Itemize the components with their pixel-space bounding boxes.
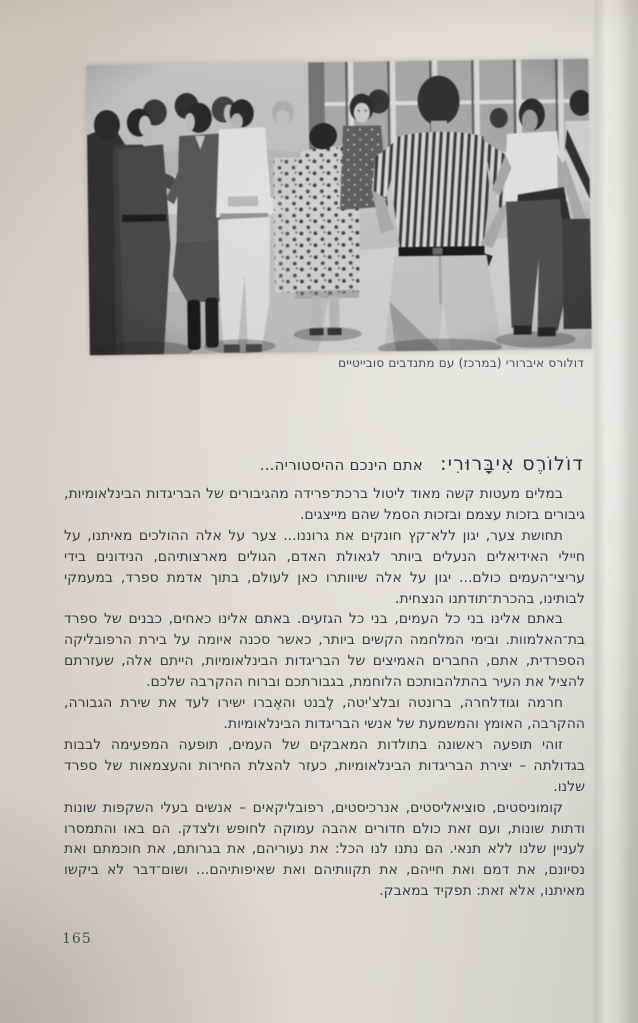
body-text [64,484,585,902]
paragraph-2: תחושת צער, יגון ללא־קץ חונקים את גרוננו... צער על אלה ההולכים מאיתנו, על חיילי האידיאלים הנעלים ביותר לגאולת האדם, הגולים מארצותיהם, הנידונים בידי עריצי־העמים כולם... יגון על אלה שיוותרו כאן לעולם, בתוך אדמת ספרד, במעמקי לבותינו, בהכרת־תודתנו הנצחית. [64,527,585,607]
paragraph-6: קומוניסטים, סוציאליסטים, אנרכיסטים, רפובליקאים – אנשים בעלי השקפות שונות ודתות שונות, ועם זאת כולם חדורים אהבה עמוקה לחופש ולצדק. הם באו והתמסרו לעניין שלנו ללא תנאי. הם נתנו לנו הכל: את נעוריהם, את בגרותם, את חוכמתם ואת נסיונם, את דמם ואת חייהם, את תקוותיהם ואת שאיפותיהם... ושום־דבר לא ביקשו מאיתנו, אלא זאת: תפקיד במאבק. [64,799,585,900]
paragraph-3: באתם אלינו בני כל העמים, בני כל הגזעים. באתם אלינו כאחים, כבנים של ספרד בת־האלמוות. ובימי המלחמה הקשים ביותר, כאשר סכנה איומה על בירת הרפובליקה הספרדית, אתם, החברים האמיצים של הבריגדות הבינלאומיות, הייתם אלה, שעזרתם להציל את העיר בהתלהבותכם הלוחמת, בגבורתכם וברוח ההקרבה שלכם. [64,611,585,691]
heading-speaker-name: דוֹלוֹרֶס אִיבָּרוּרִי: [440,453,584,475]
photo-vignette [86,59,592,356]
paragraph-4: חרמה וגודלחרה, ברונטה ובלצ'יטה, לֶבנט והאֶברו ישירו לעד את שירת הגבורה, ההקרבה, האומץ והמשמעת של אנשי הבריגדות הבינלאומיות. [64,695,585,732]
page-edge-crease [592,0,638,1023]
paragraph-5: זוהי תופעה ראשונה בתולדות המאבקים של העמים, תופעה המפעימה לבבות בגדולתה – יצירת הבריגדות הבינלאומיות, כעזר להצלת החירות והעצמאות של ספרד שלנו. [64,736,585,795]
heading-title: אתם הינכם ההיסטוריה... [259,456,423,474]
historic-photo-crowd-scene [86,59,592,356]
photo-caption: דולורס איברורי (במרכז) עם מתנדבים סובייטיים [338,356,584,370]
top-shading [0,0,638,36]
paragraph-1: במלים מעטות קשה מאוד ליטול ברכת־פרידה מהגיבורים של הבריגדות הבינלאומיות, גיבורים בזכות עצמם ובזכות הסמל שהם מייצגים. [64,486,585,523]
page-number: 165 [62,931,92,947]
chapter-heading [60,440,584,478]
photo-frame [86,59,592,356]
